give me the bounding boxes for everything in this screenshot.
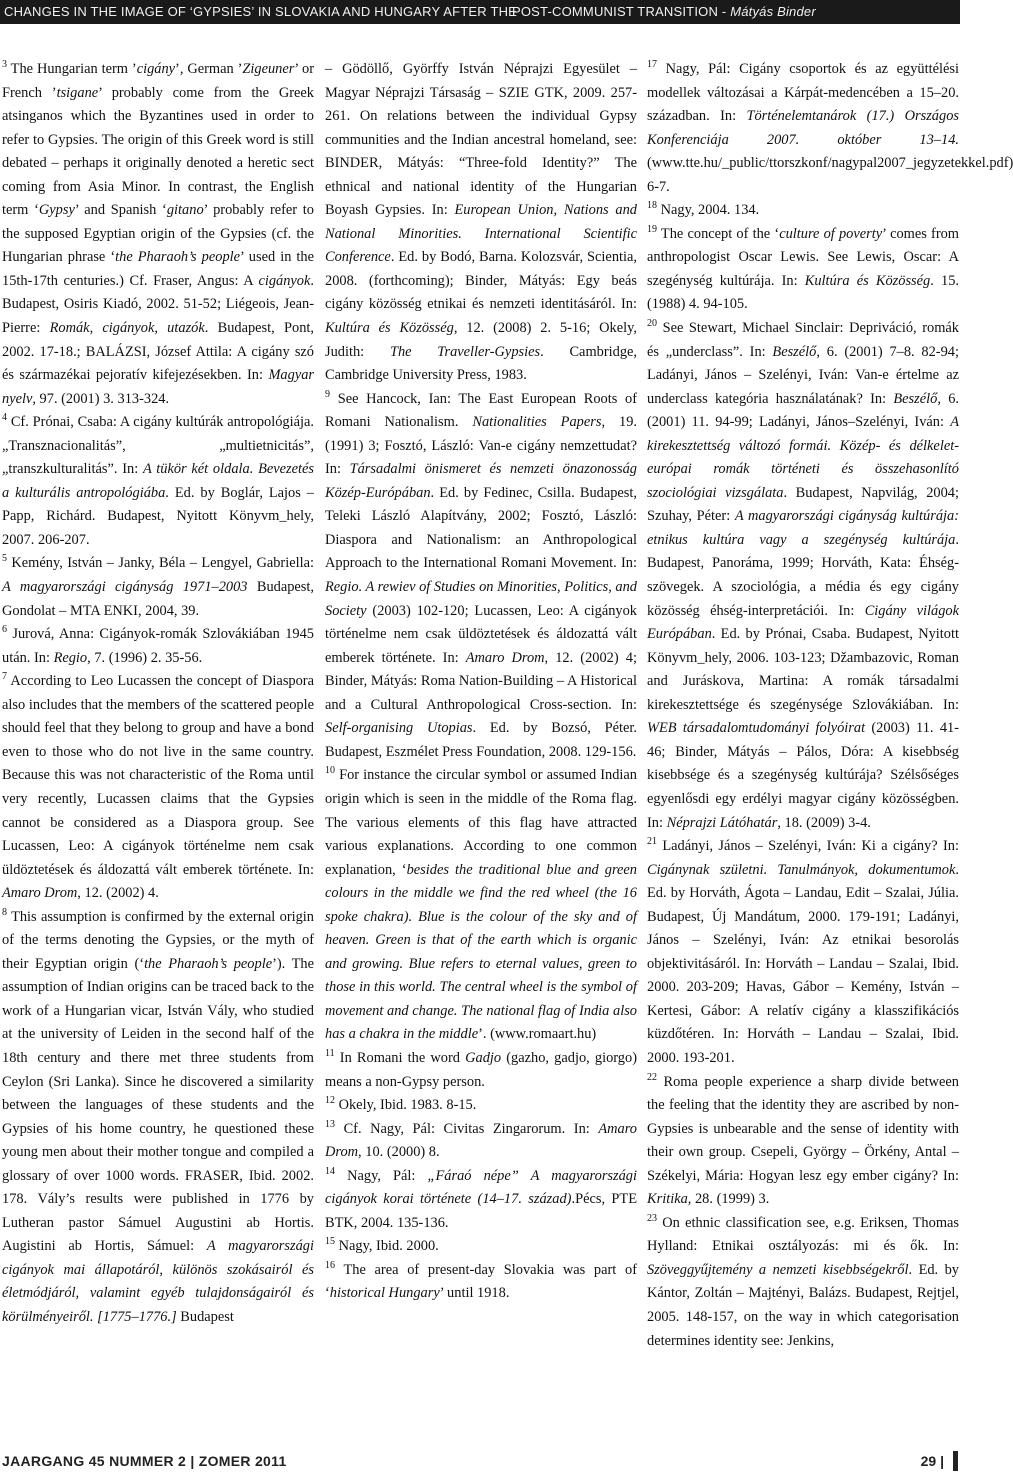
footnote-column-3 [647,58,1013,1353]
footnote: $^{18}$ Nagy, 2004. 134. [647,200,760,219]
running-title-continuation: POST-COMMUNIST TRANSITION - [512,4,731,19]
footnote: $^{11}$ In Romani the word Gadjo (gazho, gadjo, giorgo) means a non-Gypsy person. [325,1047,637,1090]
footnote: $^{12}$ Okely, Ibid. 1983. 8-15. [325,1095,477,1114]
footnote: $^{20}$ See Stewart, Michael Sinclair: Depriváció, romák és „underclass”. In: Beszélő, 6. (2001) 7–8. 82-94; Ladányi, János – Szelényi, Iván: Van-e értelme az underclass kategória használatának? In: Beszélő, 6. (2001) 11. 94-99; Ladányi, János–Szelényi, Iván: A kirekesztettség változó formái. Közép- és délkelet-európai romák történeti és összehasonlító szociológiai vizsgálata. Budapest, Napvilág, 2004; Szuhay, Péter: A magyarországi cigányság kultúrája: etnikus kultúra vagy a szegénység kultúrája. Budapest, Panoráma, 1999; Horváth, Kata: Éhség-szövegek. A szociológia, a média és egy cigány közösség éhség-interpretációi. In: Cigány világok Európában. Ed. by Prónai, Csaba. Budapest, Nyitott Könyvm_hely, 2006. 103-123; Džambazovic, Roman and Juráskova, Martina: A romák társadalmi kirekesztettsége és szegénysége Szlovákiában. In: WEB társadalomtudományi folyóirat (2003) 11. 41-46; Binder, Mátyás – Pálos, Dóra: A kisebbség kisebbsége és a szegénység kultúrája? Szélsőséges egyenlősdi egy erdélyi magyar cigány közösségben. In: Néprajzi Látóhatár, 18. (2009) 3-4. [647,318,960,831]
footnote: $^{21}$ Ladányi, János – Szelényi, Iván: Ki a cigány? In: Cigánynak születni. Tanulmányok, dokumentumok. Ed. by Horváth, Ágota – Landau, Edit – Szalai, Júlia. Budapest, Új Mandátum, 2000. 179-191; Ladányi, János – Szelényi, Iván: Az etnikai besorolás objektivitásáról. In: Horváth – Landau – Szalai, Ibid. 2000. 203-209; Havas, Gábor – Kemény, István – Kertesi, Gábor: A relatív cigány a klasszifikációs küzdőtéren. In: Horváth – Landau – Szalai, Ibid. 2000. 193-201. [647,836,959,1066]
footnote: – Gödöllő, Györffy István Néprajzi Egyesület – Magyar Néprajzi Társaság – SZIE GTK, 2009. 257-261. On relations between the individual Gypsy communities and the Indian ancestral homeland, see: BINDER, Mátyás: “Three-fold Identity?” The ethnical and national identity of the Hungarian Boyash Gypsies. In: European Union, Nations and National Minorities. International Scientific Conference. Ed. by Bodó, Barna. Kolozsvár, Scientia, 2008. (forthcoming); Binder, Mátyás: Egy beás cigány közösség etnikai és nemzeti identitásáról. In: Kultúra és Közösség, 12. (2008) 2. 5-16; Okely, Judith: The Traveller-Gypsies. Cambridge, Cambridge University Press, 1983. [325,61,637,384]
footnote: $^6$ Jurová, Anna: Cigányok-romák Szlovákiában 1945 után. In: Regio, 7. (1996) 2. 35-56. [2,624,314,666]
footnote: $^7$ According to Leo Lucassen the concept of Diaspora also includes that the members of the scattered people should feel that they belong to group and have a bond even to those who do not live in the same country. Because this was not characteristic of the Roma until very recently, Lucassen claims that the Gypsies cannot be considered as a Diaspora group. See Lucassen, Leo: A cigányok történelme nem csak üldöztetések és áldozattá vált emberek története. In: Amaro Drom, 12. (2002) 4. [2,671,314,902]
footnote: $^{13}$ Cf. Nagy, Pál: Civitas Zingarorum. In: Amaro Drom, 10. (2000) 8. [325,1118,637,1161]
footnote-column-1 [2,58,314,1330]
running-title-left: CHANGES IN THE IMAGE OF ‘GYPSIES’ IN SLOVAKIA AND HUNGARY AFTER THE [4,4,518,19]
footnote: $^4$ Cf. Prónai, Csaba: A cigány kultúrák antropológiája. „Transznacionalitás”, „multietnicitás”, „transzkulturalitás”. In: A tükör két oldala. Bevezetés a kulturális antropológiába. Ed. by Boglár, Lajos – Papp, Richárd. Budapest, Nyitott Könyvm_hely, 2007. 206-207. [2,412,314,548]
running-title-right [512,0,816,24]
footnote: $^{16}$ The area of present-day Slovakia was part of ‘historical Hungary’ until 1918. [325,1259,637,1302]
author-name: Mátyás Binder [730,4,816,19]
footnote: $^5$ Kemény, István – Janky, Béla – Lengyel, Gabriella: A magyarországi cigányság 1971–2003 Budapest, Gondolat – MTA ENKI, 2004, 39. [2,553,314,619]
footnote: $^{15}$ Nagy, Ibid. 2000. [325,1236,439,1255]
footer-bar [953,1451,958,1471]
footnote-column-2 [325,58,637,1306]
footnote: $^8$ This assumption is confirmed by the external origin of the terms denoting the Gypsies, or the myth of their Egyptian origin (‘the Pharaoh’s people’). The assumption of Indian origins can be traced back to the work of a Hungarian vicar, István Vály, who studied at the university of Leiden in the second half of the 18th century and there met three students from Ceylon (Sri Lanka). Since he discovered a similarity between the languages of these students and the Gypsies of his home country, he questioned these young men about their mother tongue and compiled a glossary of over 1000 words. FRASER, Ibid. 2002. 178. Vály’s results were published in 1776 by Lutheran pastor Sámuel Augustini ab Hortis. Augistini ab Hortis, Sámuel: A magyarországi cigányok mai állapotáról, különös szokásairól és életmódjáról, valamint egyéb tulajdonságairól és körülményeiről. [1775–1776.] Budapest [2,906,314,1325]
footnote: $^{23}$ On ethnic classification see, e.g. Eriksen, Thomas Hylland: Etnikai osztályozás: mi és ők. In: Szöveggyűjtemény a nemzeti kisebbségekről. Ed. by Kántor, Zoltán – Majtényi, Balázs. Budapest, Rejtjel, 2005. 148-157, on the way in which categorisation determines identity see: Jenkins, [647,1212,959,1349]
footnote: $^{10}$ For instance the circular symbol or assumed Indian origin which is seen in the middle of the Roma flag. The various elements of this flag have attracted various explanations. According to one common explanation, ‘besides the traditional blue and green colours in the middle we find the red wheel (the 16 spoke chakra). Blue is the colour of the sky and of heaven. Green is that of the earth which is organic and growing. Blue refers to eternal values, green to those in this world. The central wheel is the symbol of movement and change. The national flag of India also has a chakra in the middle’. (www.romaart.hu) [325,765,638,1043]
footnote: $^{17}$ Nagy, Pál: Cigány csoportok és az együttélési modellek változásai a Kárpát-medencében a 15–20. században. In: Történelemtanárok (17.) Országos Konferenciája 2007. október 13–14. (www.tte.hu/_public/ttorszkonf/nagypal2007_jegyzetekkel.pdf) 6-7. [647,59,1013,195]
footnote: $^3$ The Hungarian term ’cigány’, German ’Zigeuner’ or French ’tsigane’ probably come from the Greek atsinganos which the Byzantines used in order to refer to Gypsies. The origin of this Greek word is still debated – perhaps it originally denoted a heretic sect coming from Asia Minor. In contrast, the English term ‘Gypsy’ and Spanish ‘gitano’ probably refer to the supposed Egyptian origin of the Gypsies (cf. the Hungarian phrase ‘the Pharaoh’s people’ used in the 15th-17th centuries.) Cf. Fraser, Angus: A cigányok. Budapest, Osiris Kiadó, 2002. 51-52; Liégeois, Jean-Pierre: Romák, cigányok, utazók. Budapest, Pont, 2002. 17-18.; BALÁZSI, József Attila: A cigány szó és származékai pejoratív kifejezésekben. In: Magyar nyelv, 97. (2001) 3. 313-324. [2,59,315,407]
footnote: $^9$ See Hancock, Ian: The East European Roots of Romani Nationalism. Nationalities Papers, 19. (1991) 3; Fosztó, László: Van-e cigány nemzettudat? In: Társadalmi önismeret és nemzeti önazonosság Közép-Európában. Ed. by Fedinec, Csilla. Budapest, Teleki László Alapítvány, 2002; Fosztó, László: Diaspora and Nationalism: an Anthropological Approach to the International Romani Movement. In: Regio. A rewiev of Studies on Minorities, Politics, and Society (2003) 102-120; Lucassen, Leo: A cigányok történelme nem csak üldöztetések és áldozattá vált emberek története. In: Amaro Drom, 12. (2002) 4; Binder, Mátyás: Roma Nation-Building – A Historical and a Cultural Anthropological Cross-section. In: Self-organising Utopias. Ed. by Bozsó, Péter. Budapest, Eszmélet Press Foundation, 2008. 129-156. [325,388,637,760]
journal-issue: JAARGANG 45 NUMMER 2 | ZOMER 2011 [2,1453,287,1469]
footnote: $^{19}$ The concept of the ‘culture of poverty’ comes from anthropologist Oscar Lewis. See Lewis, Oscar: A szegénység kultúrája. In: Kultúra és Közösség. 15. (1988) 4. 94-105. [647,223,960,313]
footnote: $^{14}$ Nagy, Pál: „Fáraó népe” A magyarországi cigányok korai története (14–17. század).Pécs, PTE BTK, 2004. 135-136. [325,1165,638,1231]
page-number: 29 | [920,1453,944,1469]
running-header [0,0,960,24]
page-footer [0,1449,960,1474]
footnote: $^{22}$ Roma people experience a sharp divide between the feeling that the identity they are ascribed by non-Gypsies is unbearable and the sense of identity with their own group. Csepeli, György – Örkény, Antal – Székelyi, Mária: Hogyan lesz egy ember cigány? In: Kritika, 28. (1999) 3. [647,1071,959,1208]
